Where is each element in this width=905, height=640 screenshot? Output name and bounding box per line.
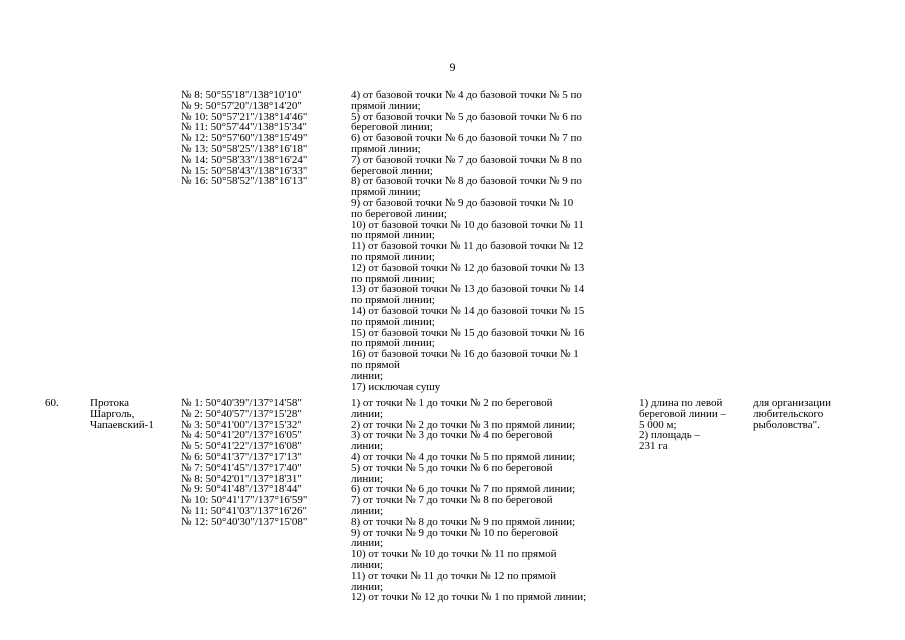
page-number: 9	[449, 60, 456, 74]
row2-boundary-description-line: 7) от точки № 7 до точки № 8 по береговой	[351, 494, 553, 507]
row1-boundary-description-line: береговой линии;	[351, 164, 433, 177]
row2-water-body-name-line: Шарголь,	[90, 407, 135, 420]
row1-boundary-description-line: прямой линии;	[351, 186, 421, 199]
row1-boundary-description-line: линии;	[351, 369, 384, 382]
row1-coordinates-line: № 9: 50°57'20"/138°14'20"	[181, 99, 302, 112]
row1-boundary-description-line: 9) от базовой точки № 9 до базовой точки № 10	[351, 196, 574, 209]
row1-boundary-description	[351, 90, 584, 392]
row2-boundary-description-line: линии;	[351, 558, 384, 571]
row1-boundary-description-line: по прямой линии;	[351, 250, 435, 263]
row1-boundary-description-line: 10) от базовой точки № 10 до базовой точки № 11	[351, 218, 584, 231]
row2-boundary-description-line: 8) от точки № 8 до точки № 9 по прямой линии;	[351, 515, 576, 528]
row2-water-body-name	[90, 398, 154, 430]
row1-coordinates-line: № 12: 50°57'60"/138°15'49"	[181, 132, 308, 145]
row2-boundary-description-line: линии;	[351, 504, 384, 517]
row2-coordinates-line: № 1: 50°40'39"/137°14'58"	[181, 397, 302, 409]
row1-coordinates-line: № 8: 50°55'18"/138°10'10"	[181, 89, 302, 101]
row1-boundary-description-line: по прямой	[351, 358, 400, 371]
row1-boundary-description-line: по береговой линии;	[351, 207, 447, 220]
row2-boundary-description-line: 9) от точки № 9 до точки № 10 по береговой	[351, 526, 559, 539]
row2-boundary-description-line: 5) от точки № 5 до точки № 6 по береговой	[351, 461, 553, 474]
row1-boundary-description-line: 6) от базовой точки № 6 до базовой точки № 7 по	[351, 132, 582, 145]
row2-boundary-description-line: линии;	[351, 580, 384, 593]
row1-boundary-description-line: 11) от базовой точки № 11 до базовой точки № 12	[351, 240, 584, 253]
row2-boundary-description-line: 12) от точки № 12 до точки № 1 по прямой линии;	[351, 591, 587, 604]
row2-boundary-description-line: 3) от точки № 3 до точки № 4 по береговой	[351, 429, 553, 442]
row1-boundary-description-line: 12) от базовой точки № 12 до базовой точки № 13	[351, 261, 585, 274]
row2-water-body-name-line: Протока	[90, 397, 130, 409]
row1-boundary-description-line: 7) от базовой точки № 7 до базовой точки № 8 по	[351, 153, 582, 166]
row1-boundary-description-line: прямой линии;	[351, 142, 421, 155]
row2-coordinates-line: № 2: 50°40'57"/137°15'28"	[181, 407, 302, 420]
row2-boundary-description-line: 11) от точки № 11 до точки № 12 по прямой	[351, 569, 557, 582]
row2-boundary-description-line: 10) от точки № 10 до точки № 11 по прямой	[351, 548, 557, 561]
row2-coordinates-line: № 11: 50°41'03"/137°16'26"	[181, 504, 307, 517]
row1-boundary-description-line: по прямой линии;	[351, 272, 435, 285]
row1-boundary-description-line: 16) от базовой точки № 16 до базовой точки № 1	[351, 348, 579, 361]
row2-boundary-description-line: линии;	[351, 537, 384, 550]
row1-coordinates	[181, 90, 307, 187]
row2-coordinates-line: № 3: 50°41'00"/137°15'32"	[181, 418, 302, 431]
row1-boundary-description-line: 14) от базовой точки № 14 до базовой точки № 15	[351, 304, 585, 317]
row1-boundary-description-line: 15) от базовой точки № 15 до базовой точки № 16	[351, 326, 585, 339]
row2-boundary-description-line: 4) от точки № 4 до точки № 5 по прямой линии;	[351, 450, 576, 463]
row1-boundary-description-line: по прямой линии;	[351, 337, 435, 350]
row1-boundary-description-line: по прямой линии;	[351, 315, 435, 328]
row2-boundary-description-line: 6) от точки № 6 до точки № 7 по прямой линии;	[351, 483, 576, 496]
row1-coordinates-line: № 16: 50°58'52"/138°16'13"	[181, 175, 308, 188]
row1-boundary-description-line: 17) исключая сушу	[351, 380, 441, 393]
row1-coordinates-line: № 15: 50°58'43"/138°16'33"	[181, 164, 308, 177]
row1-boundary-description-line: береговой линии;	[351, 121, 433, 134]
row1-boundary-description-line: 13) от базовой точки № 13 до базовой точки № 14	[351, 283, 585, 296]
row1-boundary-description-line: по прямой линии;	[351, 229, 435, 242]
row2-coordinates-line: № 4: 50°41'20"/137°16'05"	[181, 429, 302, 442]
row2-size-line: 5 000 м;	[639, 418, 677, 431]
row2-purpose	[753, 398, 831, 430]
row2-size-line: береговой линии –	[639, 407, 726, 420]
row2-coordinates-line: № 9: 50°41'48"/137°18'44"	[181, 483, 302, 496]
row2-purpose-line: любительского	[753, 407, 824, 420]
row1-boundary-description-line: прямой линии;	[351, 99, 421, 112]
row2-boundary-description-line: 2) от точки № 2 до точки № 3 по прямой линии;	[351, 418, 576, 431]
row2-size-line: 231 га	[639, 440, 668, 453]
row1-coordinates-line: № 11: 50°57'44"/138°15'34"	[181, 121, 307, 134]
row2-boundary-description	[351, 398, 586, 603]
row2-number: 60.	[45, 397, 59, 409]
row2-coordinates-line: № 10: 50°41'17"/137°16'59"	[181, 494, 308, 507]
row2-coordinates-line: № 7: 50°41'45"/137°17'40"	[181, 461, 302, 474]
row1-coordinates-line: № 13: 50°58'25"/138°16'18"	[181, 142, 308, 155]
row2-boundary-description-line: 1) от точки № 1 до точки № 2 по береговой	[351, 397, 553, 409]
row2-size	[639, 398, 726, 452]
row2-purpose-line: рыболовства".	[753, 418, 820, 431]
row2-boundary-description-line: линии;	[351, 440, 384, 453]
row2-size-line: 1) длина по левой	[639, 397, 723, 409]
row1-boundary-description-line: 4) от базовой точки № 4 до базовой точки № 5 по	[351, 89, 582, 101]
row1-boundary-description-line: 5) от базовой точки № 5 до базовой точки № 6 по	[351, 110, 582, 123]
row2-water-body-name-line: Чапаевский-1	[90, 418, 154, 431]
row2-boundary-description-line: линии;	[351, 472, 384, 485]
row1-boundary-description-line: 8) от базовой точки № 8 до базовой точки № 9 по	[351, 175, 582, 188]
row1-coordinates-line: № 14: 50°58'33"/138°16'24"	[181, 153, 308, 166]
row2-coordinates	[181, 398, 307, 528]
row1-boundary-description-line: по прямой линии;	[351, 294, 435, 307]
row2-size-line: 2) площадь –	[639, 429, 701, 442]
row2-purpose-line: для организации	[753, 397, 831, 409]
row2-coordinates-line: № 8: 50°42'01"/137°18'31"	[181, 472, 302, 485]
row2-coordinates-line: № 5: 50°41'22"/137°16'08"	[181, 440, 302, 453]
row2-coordinates-line: № 12: 50°40'30"/137°15'08"	[181, 515, 308, 528]
row1-coordinates-line: № 10: 50°57'21"/138°14'46"	[181, 110, 308, 123]
row2-boundary-description-line: линии;	[351, 407, 384, 420]
row2-coordinates-line: № 6: 50°41'37"/137°17'13"	[181, 450, 302, 463]
